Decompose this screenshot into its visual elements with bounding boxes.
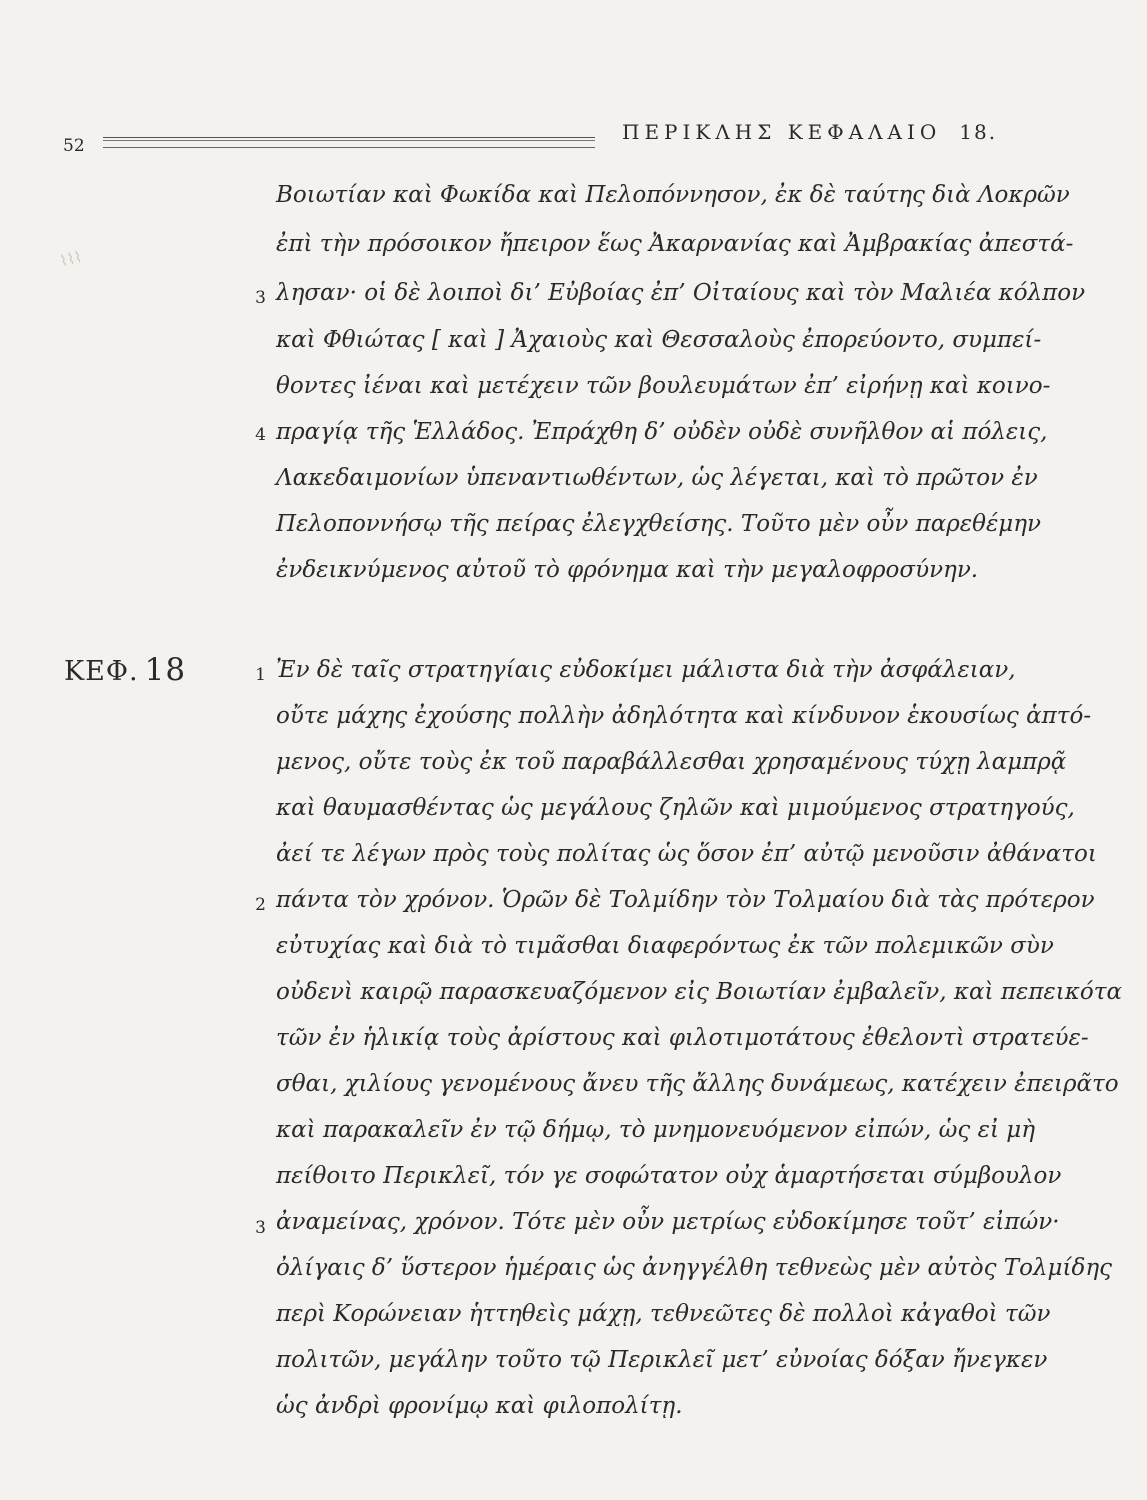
text-line: οὔτε μάχης ἐχούσης πολλὴν ἀδηλότητα καὶ κίνδυνον ἑκουσίως ἁπτό- [276, 703, 1092, 729]
chapter-label: ΚΕΦ. [64, 656, 139, 687]
running-chapter-number: 18. [959, 120, 998, 144]
text-line: Πελοποννήσῳ τῆς πείρας ἐλεγχθείσης. Τοῦτο μὲν οὖν παρεθέμην [276, 511, 1042, 537]
text-line: καὶ θαυμασθέντας ὡς μεγάλους ζηλῶν καὶ μιμούμενος στρατηγούς, [276, 795, 1075, 821]
text-line: Βοιωτίαν καὶ Φωκίδα καὶ Πελοπόννησον, ἐκ δὲ ταύτης διὰ Λοκρῶν [276, 182, 1070, 208]
text-line: ὡς ἀνδρὶ φρονίμῳ καὶ φιλοπολίτῃ. [276, 1393, 683, 1419]
text-line: Ἐν δὲ ταῖς στρατηγίαις εὐδοκίμει μάλιστα διὰ τὴν ἀσφάλειαν, [276, 657, 1016, 683]
text-line: ἀναμείνας, χρόνον. Τότε μὲν οὖν μετρίως εὐδοκίμησε τοῦτ’ εἰπών· [276, 1209, 1060, 1235]
section-number: 4 [255, 425, 266, 445]
text-line: ἀεί τε λέγων πρὸς τοὺς πολίτας ὡς ὅσον ἐπ’ αὐτῷ μενοῦσιν ἀθάνατοι [276, 841, 1097, 867]
text-line: περὶ Κορώνειαν ἡττηθεὶς μάχῃ, τεθνεῶτες δὲ πολλοὶ κἀγαθοὶ τῶν [276, 1301, 1051, 1327]
text-line: μενος, οὔτε τοὺς ἐκ τοῦ παραβάλλεσθαι χρησαμένους τύχῃ λαμπρᾷ [276, 749, 1067, 775]
text-line: πραγίᾳ τῆς Ἑλλάδος. Ἐπράχθη δ’ οὐδὲν οὐδὲ συνῆλθον αἱ πόλεις, [276, 419, 1048, 445]
running-title [622, 120, 997, 144]
text-line: τῶν ἐν ἡλικίᾳ τοὺς ἀρίστους καὶ φιλοτιμοτάτους ἐθελοντὶ στρατεύε- [276, 1025, 1089, 1051]
text-line: σθαι, χιλίους γενομένους ἄνευ τῆς ἄλλης δυνάμεως, κατέχειν ἐπειρᾶτο [276, 1071, 1119, 1097]
section-number: 3 [255, 288, 266, 308]
chapter-heading-number: 18 [144, 652, 187, 688]
chapter-heading [64, 652, 186, 688]
page-number: 52 [63, 136, 85, 156]
text-line: λησαν· οἱ δὲ λοιποὶ δι’ Εὐβοίας ἐπ’ Οἰταίους καὶ τὸν Μαλιέα κόλπον [276, 280, 1086, 306]
page-header [0, 118, 1147, 158]
text-line: πείθοιτο Περικλεῖ, τόν γε σοφώτατον οὐχ ἁμαρτήσεται σύμβουλον [276, 1163, 1062, 1189]
section-number: 2 [255, 895, 266, 915]
text-line: Λακεδαιμονίων ὑπεναντιωθέντων, ὡς λέγεται, καὶ τὸ πρῶτον ἐν [276, 465, 1038, 491]
header-rule [103, 137, 595, 141]
text-line: πάντα τὸν χρόνον. Ὁρῶν δὲ Τολμίδην τὸν Τολμαίου διὰ τὰς πρότερον [276, 887, 1095, 913]
text-line: ἐνδεικνύμενος αὐτοῦ τὸ φρόνημα καὶ τὴν μεγαλοφροσύνην. [276, 557, 979, 583]
text-line: ὀλίγαις δ’ ὕστερον ἡμέραις ὡς ἀνηγγέλθη τεθνεὼς μὲν αὐτὸς Τολμίδης [276, 1255, 1113, 1281]
text-line: πολιτῶν, μεγάλην τοῦτο τῷ Περικλεῖ μετ’ εὐνοίας δόξαν ἤνεγκεν [276, 1347, 1048, 1373]
section-number: 3 [255, 1218, 266, 1238]
text-line: οὐδενὶ καιρῷ παρασκευαζόμενον εἰς Βοιωτίαν ἐμβαλεῖν, καὶ πεπεικότα [276, 979, 1122, 1005]
text-line: θοντες ἰέναι καὶ μετέχειν τῶν βουλευμάτων ἐπ’ εἰρήνῃ καὶ κοινο- [276, 373, 1051, 399]
text-line: καὶ παρακαλεῖν ἐν τῷ δήμῳ, τὸ μνημονευόμενον εἰπών, ὡς εἰ μὴ [276, 1117, 1035, 1143]
bleed-through-mark: ⌇⌇⌇ [58, 247, 84, 271]
running-title-text: ΠΕΡΙΚΛΗΣ ΚΕΦΑΛΑΙΟ [622, 120, 942, 144]
header-rule-lower [103, 147, 595, 148]
text-line: εὐτυχίας καὶ διὰ τὸ τιμᾶσθαι διαφερόντως ἐκ τῶν πολεμικῶν σὺν [276, 933, 1054, 959]
text-line: καὶ Φθιώτας [ καὶ ] Ἀχαιοὺς καὶ Θεσσαλοὺς ἐπορεύοντο, συμπεί- [276, 327, 1042, 353]
section-number: 1 [255, 665, 266, 685]
text-line: ἐπὶ τὴν πρόσοικον ἤπειρον ἕως Ἀκαρνανίας καὶ Ἀμβρακίας ἀπεστά- [276, 231, 1074, 257]
